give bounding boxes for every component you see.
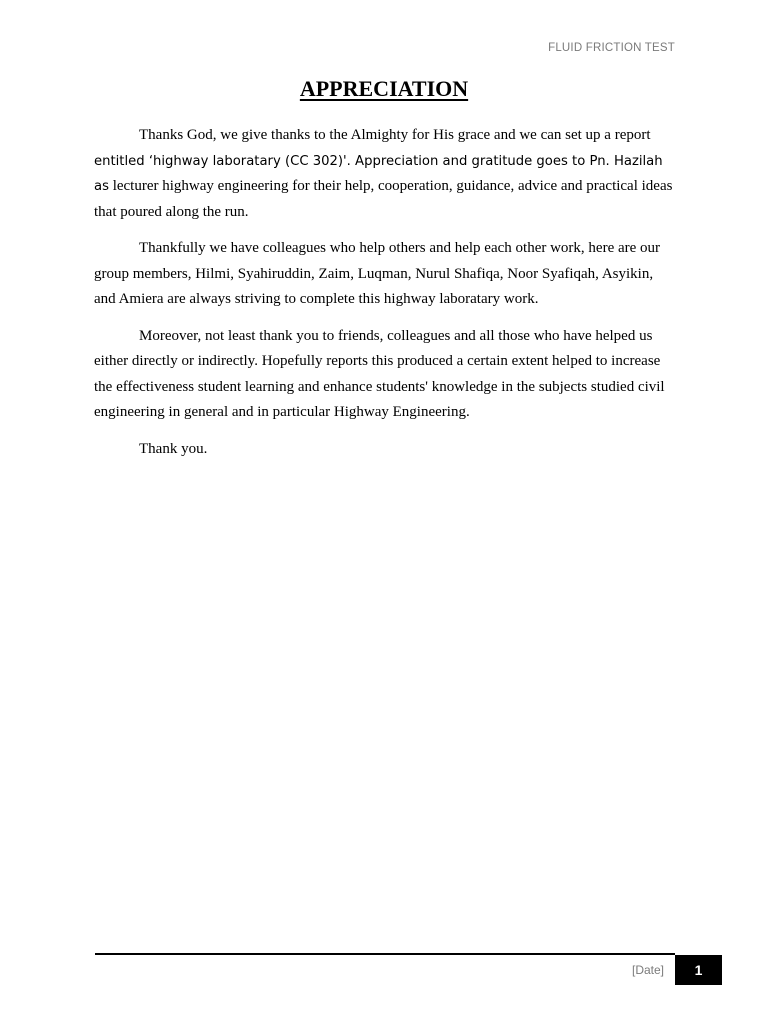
paragraph-1-line-3: lecturer highway engineering for their help, cooperation, guidance, advice and practical ideas that poured along the run. [94,178,673,220]
paragraph-1-line-2: entitled ‘highway laboratary (CC 302)'. Appreciation and gratitude goes to Pn. Hazilah as [94,153,663,194]
footer-date: [Date] [631,963,664,977]
running-header: FLUID FRICTION TEST [548,42,675,54]
document-body [94,123,676,473]
footer-divider [95,953,675,955]
paragraph-3: Moreover, not least thank you to friends, colleagues and all those who have helped us either directly or indirectly. Hopefully reports this produced a certain extent helped to increase the effectiveness student learning and enhance students' knowledge in the subjects studied civil engineering in general and in particular Highway Engineering. [94,327,665,420]
paragraph-2: Thankfully we have colleagues who help others and help each other work, here are our group members, Hilmi, Syahiruddin, Zaim, Luqman, Nurul Shafiqa, Noor Syafiqah, Asyikin, and Amiera are always striving to complete this highway laboratary work. [94,240,661,307]
page-number-badge: 1 [675,955,722,985]
page-title: APPRECIATION [299,76,469,101]
paragraph-1 [94,123,676,225]
paragraph-1-line-1: Thanks God, we give thanks to the Almighty for His grace and we can set up a report [139,127,651,143]
paragraph-4: Thank you. [139,440,208,457]
